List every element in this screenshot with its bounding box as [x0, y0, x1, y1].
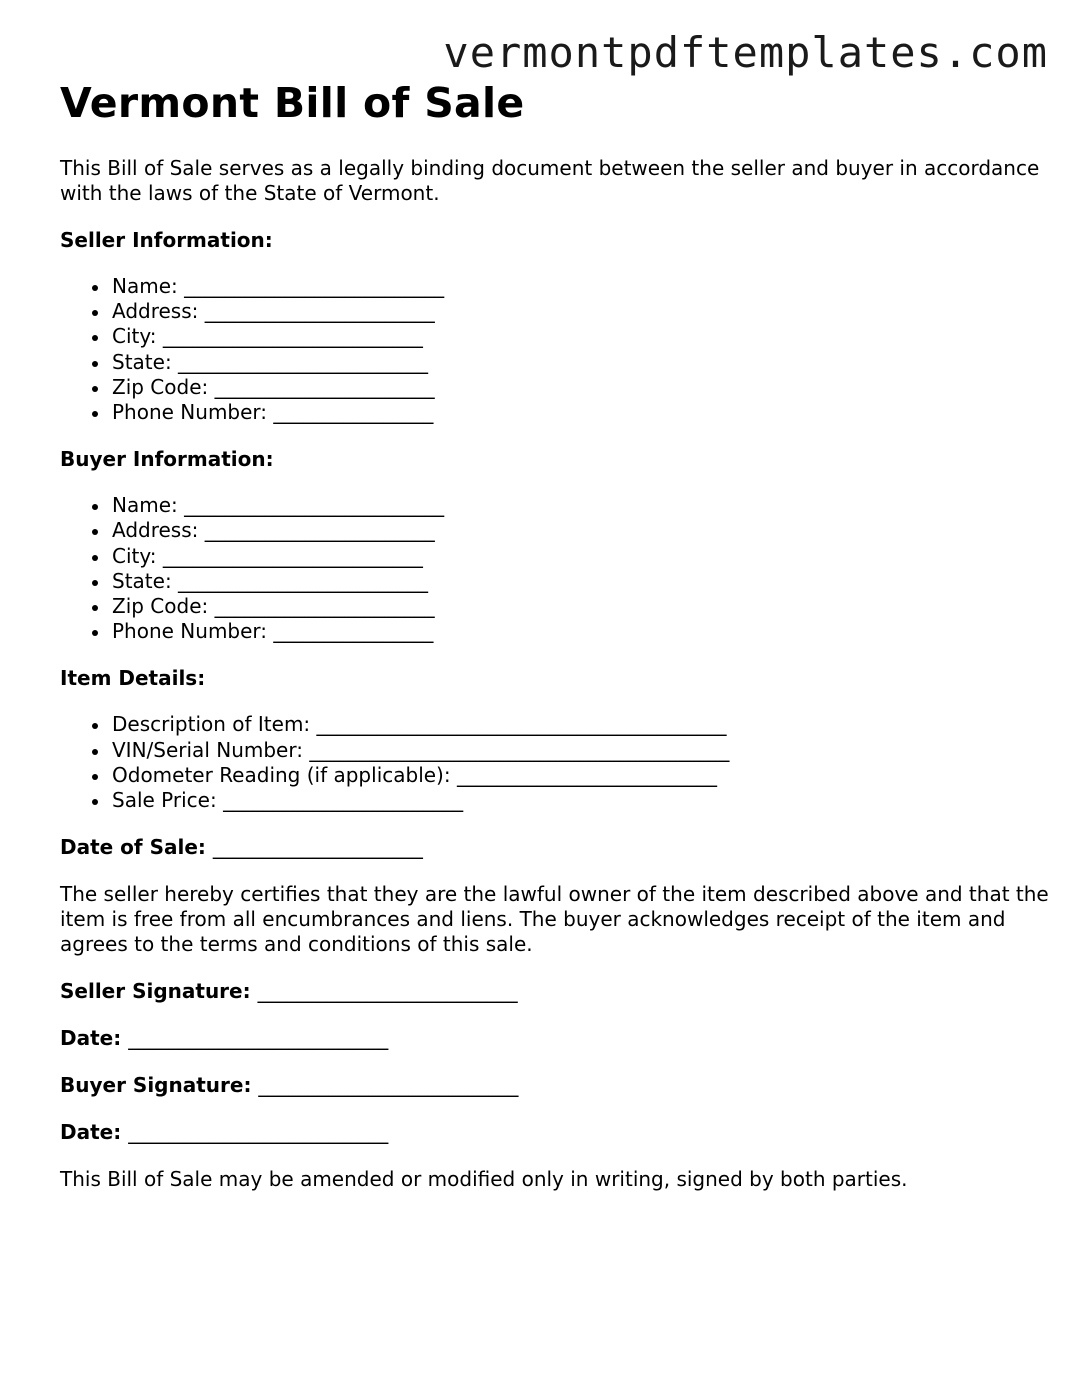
date-of-sale-blank[interactable]: _____________________ — [212, 835, 423, 860]
buyer-phone-number-blank[interactable]: ________________ — [273, 619, 434, 644]
seller-information-heading: Seller Information: — [60, 228, 273, 252]
odometer-reading-blank[interactable]: __________________________ — [456, 762, 717, 787]
buyer-zip-code-blank[interactable]: ______________________ — [214, 594, 435, 619]
seller-name-blank[interactable]: __________________________ — [184, 274, 445, 298]
sale-price-blank[interactable]: ________________________ — [223, 788, 464, 813]
buyer-city-field — [112, 544, 1050, 569]
buyer-name-blank[interactable]: __________________________ — [184, 493, 445, 518]
seller-field-list — [60, 274, 1050, 425]
seller-signature-blank[interactable]: __________________________ — [257, 979, 518, 1004]
field-label: Zip Code: — [112, 374, 209, 399]
document-title: Vermont Bill of Sale — [60, 79, 525, 127]
field-label: Description of Item: — [112, 712, 311, 737]
item-description-blank[interactable]: _________________________________________ — [316, 712, 727, 737]
buyer-signature-blank[interactable]: __________________________ — [258, 1073, 519, 1098]
field-label: Name: — [112, 493, 178, 518]
site-watermark: vermontpdftemplates.com — [443, 28, 1048, 77]
intro-paragraph: This Bill of Sale serves as a legally binding document between the seller and buyer in accordance with the laws of the State of Vermont. — [60, 156, 1040, 205]
vin-serial-number-field — [112, 738, 1050, 763]
field-label: Address: — [112, 299, 199, 324]
buyer-date-field — [60, 1120, 1050, 1145]
field-label: State: — [112, 568, 172, 593]
item-field-list — [60, 712, 1050, 813]
seller-date-label: Date: — [60, 1026, 122, 1051]
seller-name-field — [112, 274, 1050, 299]
seller-state-field — [112, 350, 1050, 375]
seller-address-field — [112, 299, 1050, 324]
field-label: Sale Price: — [112, 788, 217, 813]
seller-city-field — [112, 324, 1050, 349]
seller-zip-code-blank[interactable]: ______________________ — [214, 374, 435, 399]
buyer-date-label: Date: — [60, 1120, 122, 1145]
buyer-phone-number-field — [112, 619, 1050, 644]
seller-date-blank[interactable]: __________________________ — [128, 1026, 389, 1051]
seller-zip-code-field — [112, 375, 1050, 400]
seller-signature-field — [60, 979, 1050, 1004]
field-label: Phone Number: — [112, 400, 268, 425]
item-details-heading: Item Details: — [60, 666, 206, 691]
seller-signature-label: Seller Signature: — [60, 979, 251, 1004]
buyer-city-blank[interactable]: __________________________ — [162, 543, 423, 568]
closing-paragraph: This Bill of Sale may be amended or modified only in writing, signed by both parties. — [60, 1167, 908, 1192]
odometer-reading-field — [112, 763, 1050, 788]
field-label: Address: — [112, 518, 199, 543]
buyer-signature-field — [60, 1073, 1050, 1098]
seller-address-blank[interactable]: _______________________ — [204, 299, 435, 324]
date-of-sale-field — [60, 835, 1050, 860]
sale-price-field — [112, 788, 1050, 813]
field-label: Phone Number: — [112, 619, 268, 644]
buyer-address-field — [112, 518, 1050, 543]
field-label: Zip Code: — [112, 594, 209, 619]
field-label: City: — [112, 543, 157, 568]
vin-serial-number-blank[interactable]: __________________________________________ — [309, 737, 730, 762]
field-label: City: — [112, 324, 157, 349]
field-label: Name: — [112, 274, 178, 298]
buyer-state-blank[interactable]: _________________________ — [178, 568, 429, 593]
seller-city-blank[interactable]: __________________________ — [162, 324, 423, 349]
item-description-field — [112, 712, 1050, 737]
date-of-sale-label: Date of Sale: — [60, 835, 206, 860]
seller-phone-number-field — [112, 400, 1050, 425]
buyer-address-blank[interactable]: _______________________ — [204, 518, 435, 543]
seller-date-field — [60, 1026, 1050, 1051]
buyer-information-heading: Buyer Information: — [60, 447, 274, 472]
certification-paragraph: The seller hereby certifies that they are the lawful owner of the item described above and that the item is free from all encumbrances and liens. The buyer acknowledges receipt of the item and agrees to the terms and conditions of this sale. — [60, 882, 1049, 957]
buyer-zip-code-field — [112, 594, 1050, 619]
field-label: Odometer Reading (if applicable): — [112, 762, 451, 787]
buyer-signature-label: Buyer Signature: — [60, 1073, 252, 1098]
buyer-state-field — [112, 569, 1050, 594]
seller-phone-number-blank[interactable]: ________________ — [273, 400, 434, 425]
field-label: State: — [112, 349, 172, 374]
document-page — [60, 74, 1050, 1192]
buyer-field-list — [60, 493, 1050, 644]
buyer-date-blank[interactable]: __________________________ — [128, 1120, 389, 1145]
seller-state-blank[interactable]: _________________________ — [178, 349, 429, 374]
buyer-name-field — [112, 493, 1050, 518]
field-label: VIN/Serial Number: — [112, 737, 303, 762]
